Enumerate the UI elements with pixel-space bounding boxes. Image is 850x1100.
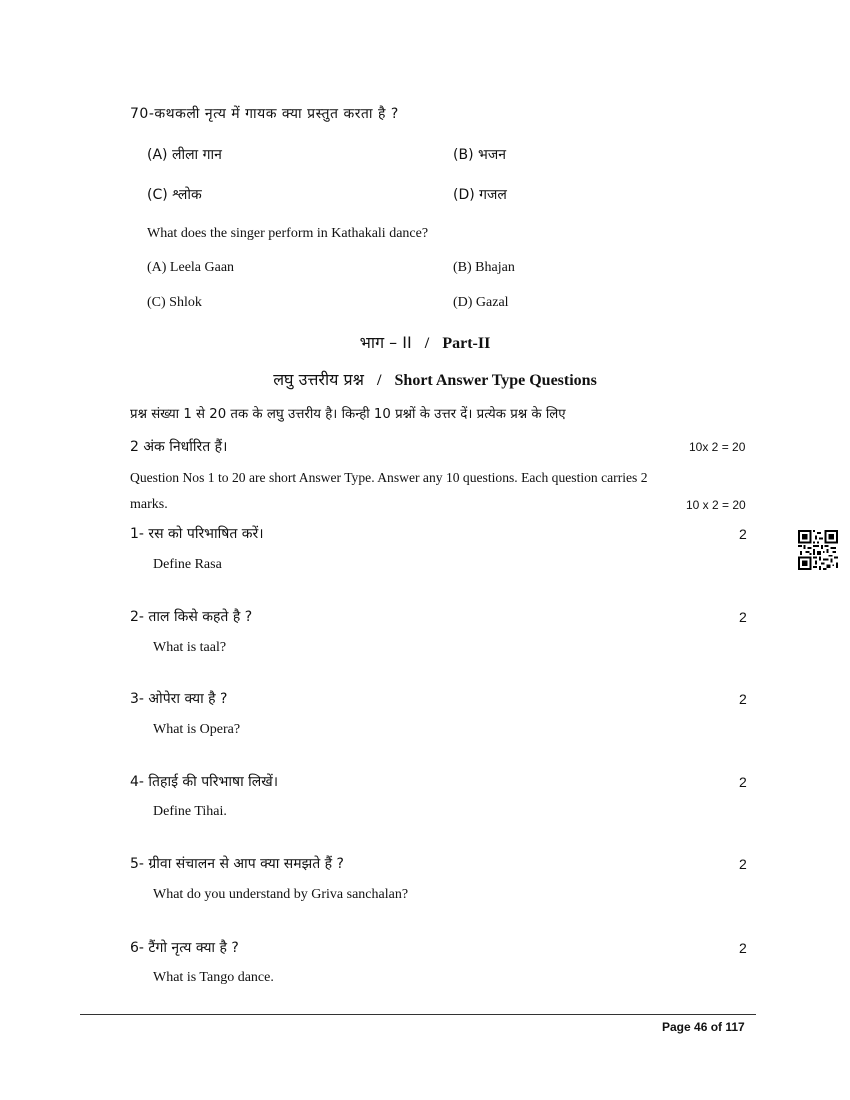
- qr-code-icon: [798, 530, 838, 570]
- question-2-english: What is taal?: [153, 640, 227, 655]
- page-number: Page 46 of 117: [662, 1020, 745, 1034]
- part-heading: [0, 331, 850, 353]
- instructions-english-line2: marks.: [130, 497, 168, 512]
- question-6-marks: 2: [739, 940, 747, 956]
- q70-option-d-hindi: (D) गजल: [453, 187, 507, 203]
- question-6-hindi: 6- टैंगो नृत्य क्या है ?: [130, 940, 239, 956]
- q70-option-b-english: (B) Bhajan: [453, 260, 515, 275]
- question-4-marks: 2: [739, 774, 747, 790]
- question-1-hindi: 1- रस को परिभाषित करें।: [130, 526, 264, 542]
- question-5-marks: 2: [739, 856, 747, 872]
- q70-hindi: 70-कथकली नृत्य में गायक क्या प्रस्तुत करता है ?: [130, 106, 399, 122]
- question-4-english: Define Tihai.: [153, 804, 227, 819]
- q70-option-a-english: (A) Leela Gaan: [147, 260, 235, 275]
- part-heading-english: Part-II: [442, 335, 491, 352]
- instructions-hindi-line1: प्रश्न संख्या 1 से 20 तक के लघु उत्तरीय है। किन्ही 10 प्रश्नों के उत्तर दें। प्रत्येक प्रश्न के लिए: [130, 407, 566, 422]
- question-5-english: What do you understand by Griva sanchalan?: [153, 887, 409, 902]
- section-heading: [0, 368, 850, 390]
- question-3-hindi: 3- ओपेरा क्या है ?: [130, 691, 228, 707]
- section-heading-hindi: लघु उत्तरीय प्रश्न: [273, 370, 364, 389]
- instructions-hindi-marks: 10x 2 = 20: [689, 440, 746, 454]
- part-heading-hindi: भाग – II: [359, 333, 412, 352]
- section-heading-separator: /: [376, 372, 382, 389]
- question-4-hindi: 4- तिहाई की परिभाषा लिखें।: [130, 774, 279, 790]
- instructions-english-marks: 10 x 2 = 20: [686, 498, 746, 512]
- question-3-marks: 2: [739, 691, 747, 707]
- footer-divider: [80, 1014, 756, 1015]
- q70-english: What does the singer perform in Kathakali dance?: [147, 226, 429, 241]
- q70-option-c-english: (C) Shlok: [147, 295, 202, 310]
- question-6-english: What is Tango dance.: [153, 970, 274, 985]
- question-2-marks: 2: [739, 609, 747, 625]
- question-5-hindi: 5- ग्रीवा संचालन से आप क्या समझते हैं ?: [130, 856, 344, 872]
- question-1-english: Define Rasa: [153, 557, 222, 572]
- question-3-english: What is Opera?: [153, 722, 241, 737]
- part-heading-separator: /: [424, 335, 430, 352]
- instructions-hindi-line2: 2 अंक निर्धारित हैं।: [130, 439, 228, 455]
- q70-option-a-hindi: (A) लीला गान: [147, 147, 222, 163]
- section-heading-english: Short Answer Type Questions: [394, 372, 597, 389]
- q70-option-d-english: (D) Gazal: [453, 295, 509, 310]
- instructions-english-line1: Question Nos 1 to 20 are short Answer Type. Answer any 10 questions. Each question carries 2: [130, 470, 648, 485]
- q70-option-b-hindi: (B) भजन: [453, 147, 506, 163]
- q70-option-c-hindi: (C) श्लोक: [147, 187, 202, 203]
- question-2-hindi: 2- ताल किसे कहते है ?: [130, 609, 253, 625]
- question-1-marks: 2: [739, 526, 747, 542]
